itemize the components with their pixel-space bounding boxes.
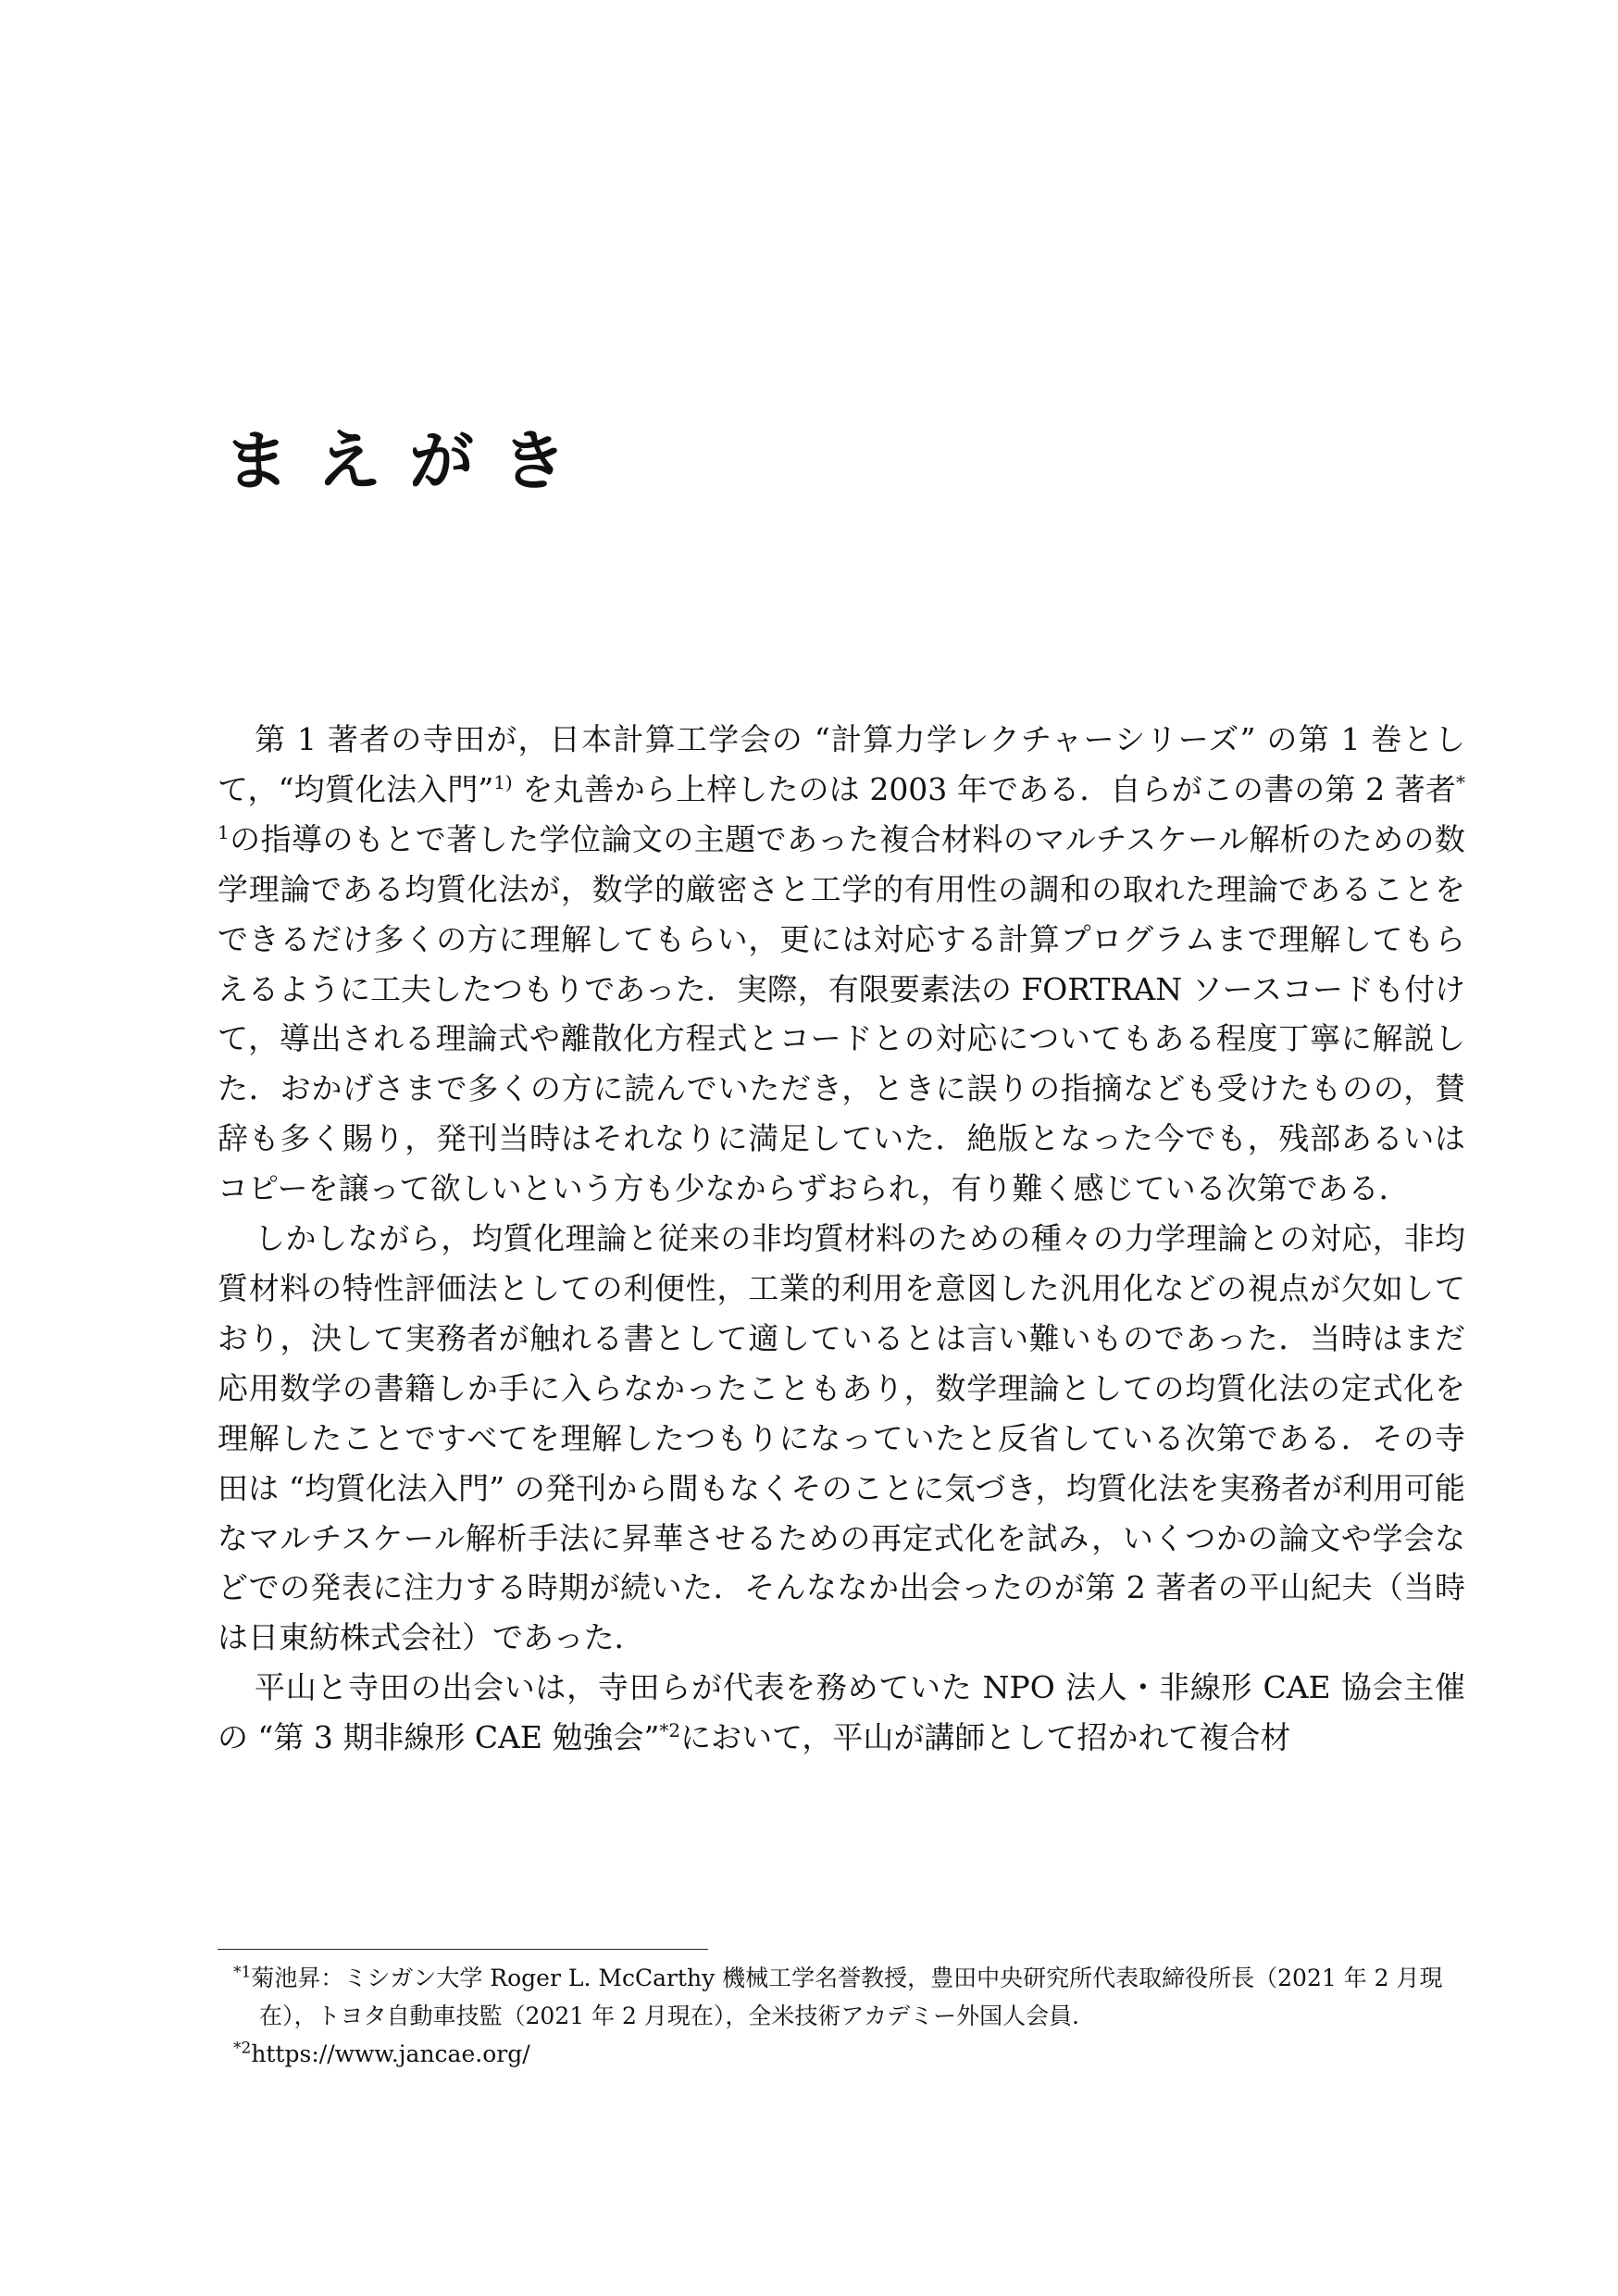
paragraph-text: において，平山が講師として招かれて複合材: [680, 1719, 1291, 1756]
footnote-reference: *2: [659, 1719, 681, 1742]
footnote-2: [233, 2035, 1464, 2073]
paragraph-text: 平山と寺田の出会いは，寺田らが代表を務めていた NPO 法人・非線形 CAE 協会主催の “第 3 期非線形 CAE 勉強会”: [218, 1669, 1465, 1756]
body-text: [218, 715, 1465, 1763]
paragraph-text: 第 1 著者の寺田が，日本計算工学会の “計算力学レクチャーシリーズ” の第 1 巻として，“均質化法入門”: [218, 721, 1465, 807]
paragraph-3: [218, 1663, 1465, 1763]
footnote-mark: *1: [233, 1963, 252, 1982]
footnote-text: 菊池昇：ミシガン大学 Roger L. McCarthy 機械工学名誉教授，豊田中央研究所代表取締役所長（2021 年 2 月現在），トヨタ自動車技監（2021 年 2 月現在），全米技術アカデミー外国人会員．: [251, 1965, 1443, 2029]
paragraph-1: [218, 715, 1465, 1214]
footnote-reference: *1: [218, 770, 1465, 843]
paragraph-text: の指導のもとで著した学位論文の主題であった複合材料のマルチスケール解析のための数学理論である均質化法が，数学的厳密さと工学的有用性の調和の取れた理論であることをできるだけ多くの方に理解してもらい，更には対応する計算プログラムまで理解してもらえるように工夫したつもりであった．実際，有限要素法の FORTRAN ソースコードも付けて，導出される理論式や離散化方程式とコードとの対応についてもある程度丁寧に解説した．おかげさまで多くの方に読んでいただき，ときに誤りの指摘なども受けたものの，賛辞も多く賜り，発刊当時はそれなりに満足していた．絶版となった今でも，残部あるいはコピーを譲って欲しいという方も少なからずおられ，有り難く感じている次第である．: [218, 820, 1466, 1207]
footnote-divider: [218, 1949, 708, 1950]
footnote-1: [233, 1959, 1464, 2035]
footnotes: [233, 1959, 1464, 2073]
page-title: まえがき: [224, 423, 594, 499]
paragraph-text: を丸善から上梓したのは 2003 年である．自らがこの書の第 2 著者: [512, 770, 1456, 807]
citation-reference: 1): [493, 770, 513, 793]
footnote-link[interactable]: https://www.jancae.org/: [251, 2040, 530, 2067]
paragraph-2: しかしながら，均質化理論と従来の非均質材料のための種々の力学理論との対応，非均質材料の特性評価法としての利便性，工業的利用を意図した汎用化などの視点が欠如しており，決して実務者が触れる書として適しているとは言い難いものであった．当時はまだ応用数学の書籍しか手に入らなかったこともあり，数学理論としての均質化法の定式化を理解したことですべてを理解したつもりになっていたと反省している次第である．その寺田は “均質化法入門” の発刊から間もなくそのことに気づき，均質化法を実務者が利用可能なマルチスケール解析手法に昇華させるための再定式化を試み，いくつかの論文や学会などでの発表に注力する時期が続いた．そんななか出会ったのが第 2 著者の平山紀夫（当時は日東紡株式会社）であった．: [218, 1220, 1466, 1656]
footnote-mark: *2: [233, 2039, 252, 2058]
